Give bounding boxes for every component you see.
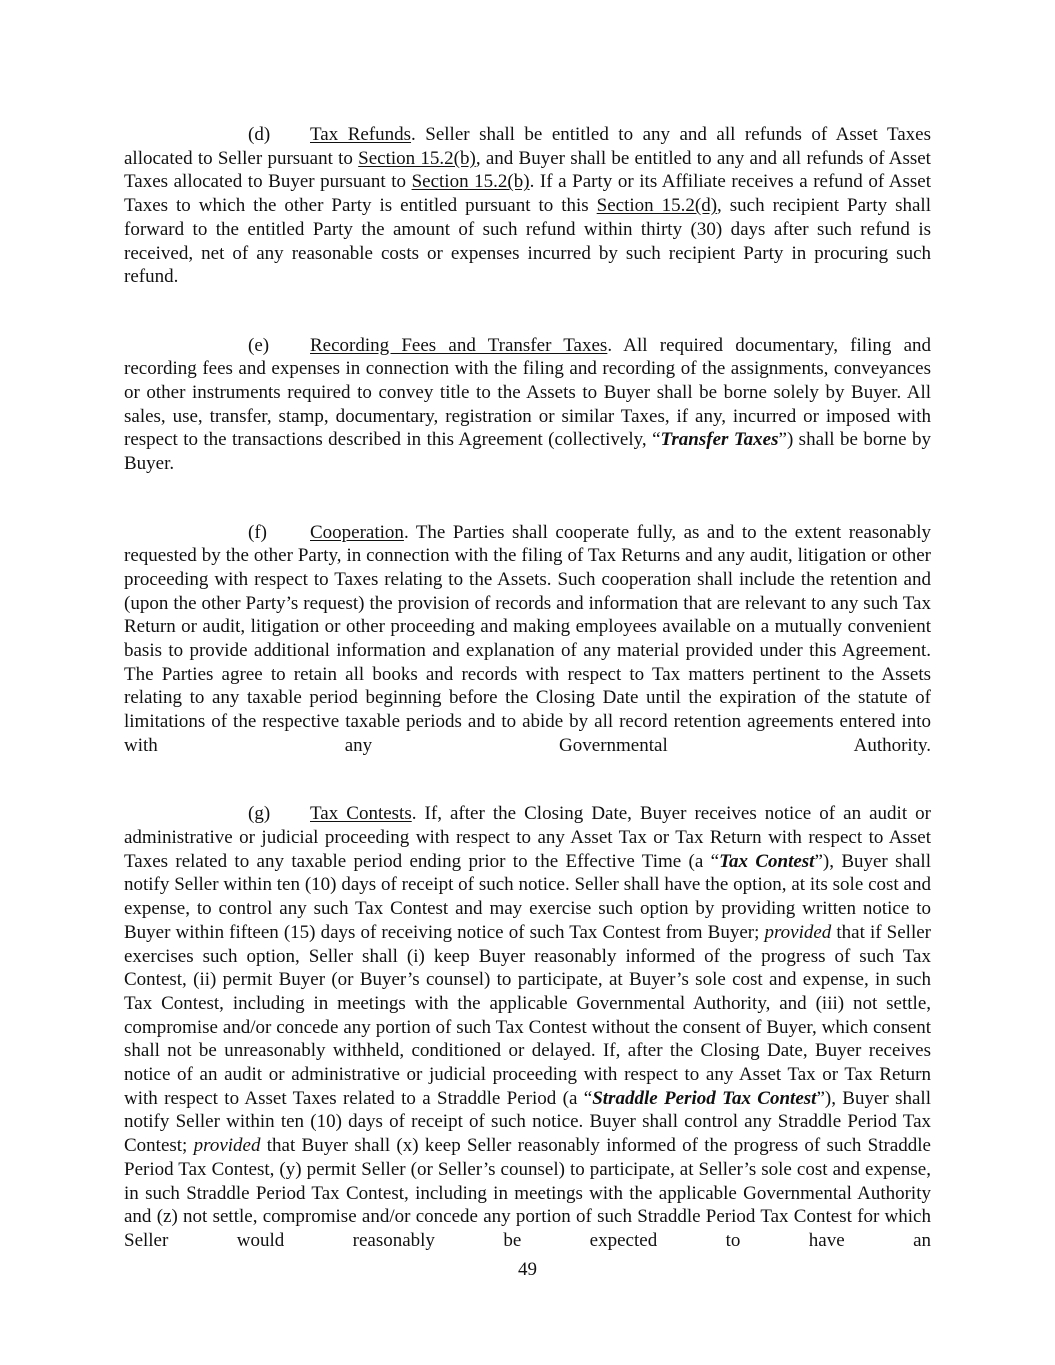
proviso-word: provided (193, 1135, 261, 1157)
section-e-text: ”) shall be borne by Buyer. (124, 429, 931, 475)
section-e-text: . All required documentary, filing and recording fees and expenses in connection with the filing and recording of the assignments, conveyances or other instruments required to convey title to the Assets to Buyer shall be borne solely by Buyer. All sales, use, transfer, stamp, documentary, registration or similar Taxes, if any, incurred or imposed with respect to the transactions described in this Agreement (collectively, “ (124, 334, 931, 451)
defined-term-straddle-period-tax-contest: Straddle Period Tax Contest (592, 1087, 817, 1109)
page-number: 49 (518, 1259, 537, 1280)
section-d-label: (d) (248, 124, 271, 145)
defined-term-transfer-taxes: Transfer Taxes (660, 429, 779, 451)
section-f-cooperation (124, 521, 931, 782)
section-d-text: . Seller shall be entitled to any and all refunds of Asset Taxes allocated to Seller pursuant to (124, 124, 931, 169)
section-d-text: , and Buyer shall be entitled to any and all refunds of Asset Taxes allocated to Buyer pursuant to (124, 147, 931, 193)
section-g-text: that Buyer shall (x) keep Seller reasonably informed of the progress of such Straddle Period Tax Contest, (y) permit Seller (or Seller’s counsel) to participate, at Seller’s sole cost and expense, in such Straddle Period Tax Contest, including in meetings with the applicable Governmental Authority and (z) not settle, compromise and/or concede any portion of such Straddle Period Tax Contest for which Seller would reasonably be expected to have an (124, 1135, 931, 1251)
section-g-heading: Tax Contests (310, 803, 412, 825)
section-reference: Section 15.2(d) (596, 195, 718, 217)
section-d-tax-refunds (124, 123, 931, 313)
section-g-tax-contests (124, 802, 931, 1252)
section-g-text: . If, after the Closing Date, Buyer receives notice of an audit or administrative or judicial proceeding with respect to any Asset Tax or Tax Return with respect to Asset Taxes related to any taxable period ending prior to the Effective Time (a “ (124, 803, 932, 872)
section-reference: Section 15.2(b) (358, 147, 476, 169)
section-e-label: (e) (248, 334, 270, 356)
section-f-text: . The Parties shall cooperate fully, as and to the extent reasonably requested by the other Party, in connection with the filing of Tax Returns and any audit, litigation or other proceeding with respect to Taxes relating to the Assets. Such cooperation shall include the retention and (upon the other Party’s request) the provision of records and information that are relevant to any such Tax Return or audit, litigation or other proceeding and making employees available on a mutually convenient basis to provide additional information and explanation of any material provided under this Agreement. The Parties agree to retain all books and records with respect to Tax matters pertinent to the Assets relating to any taxable period beginning before the Closing Date until the expiration of the statute of limitations of the respective taxable periods and to abide by all record retention agreements entered into with any Governmental Authority. (124, 521, 931, 756)
proviso-word: provided (764, 921, 832, 943)
section-e-recording-fees (124, 334, 931, 500)
section-g-text: ”), Buyer shall notify Seller within ten (10) days of receipt of such notice. Buyer shall control any Straddle Period Tax Contest; (124, 1087, 931, 1157)
section-e-heading: Recording Fees and Transfer Taxes (310, 334, 608, 356)
section-g-label: (g) (248, 803, 271, 825)
section-reference: Section 15.2(b) (411, 171, 530, 193)
section-g-text: that if Seller exercises such option, Seller shall (i) keep Buyer reasonably informed of the progress of such Tax Contest, (ii) permit Buyer (or Buyer’s counsel) to participate, at Buyer’s sole cost and expense, in such Tax Contest, including in meetings with the applicable Governmental Authority, and (iii) not settle, compromise and/or concede any portion of such Tax Contest without the consent of Buyer, which consent shall not be unreasonably withheld, conditioned or delayed. If, after the Closing Date, Buyer receives notice of an audit or administrative or judicial proceeding with respect to any Asset Tax or Tax Return with respect to Asset Taxes related to a Straddle Period (a “ (124, 921, 931, 1109)
defined-term-tax-contest: Tax Contest (719, 850, 815, 872)
section-f-label: (f) (248, 521, 267, 543)
section-d-heading: Tax Refunds (310, 124, 412, 145)
section-g-text: ”), Buyer shall notify Seller within ten (10) days of receipt of such notice. Seller shall have the option, at its sole cost and expense, to control any such Tax Contest and may exercise such option by providing written notice to Buyer within fifteen (15) days of receiving notice of such Tax Contest from Buyer; (124, 850, 931, 943)
section-f-heading: Cooperation (310, 521, 404, 543)
section-d-text: . If a Party or its Affiliate receives a refund of Asset Taxes to which the other Party is entitled pursuant to this (124, 171, 931, 217)
document-page (124, 123, 931, 1274)
section-d-text: , such recipient Party shall forward to the entitled Party the amount of such refund within thirty (30) days after such refund is received, net of any reasonable costs or expenses incurred by such recipient Party in procuring such refund. (124, 195, 931, 288)
